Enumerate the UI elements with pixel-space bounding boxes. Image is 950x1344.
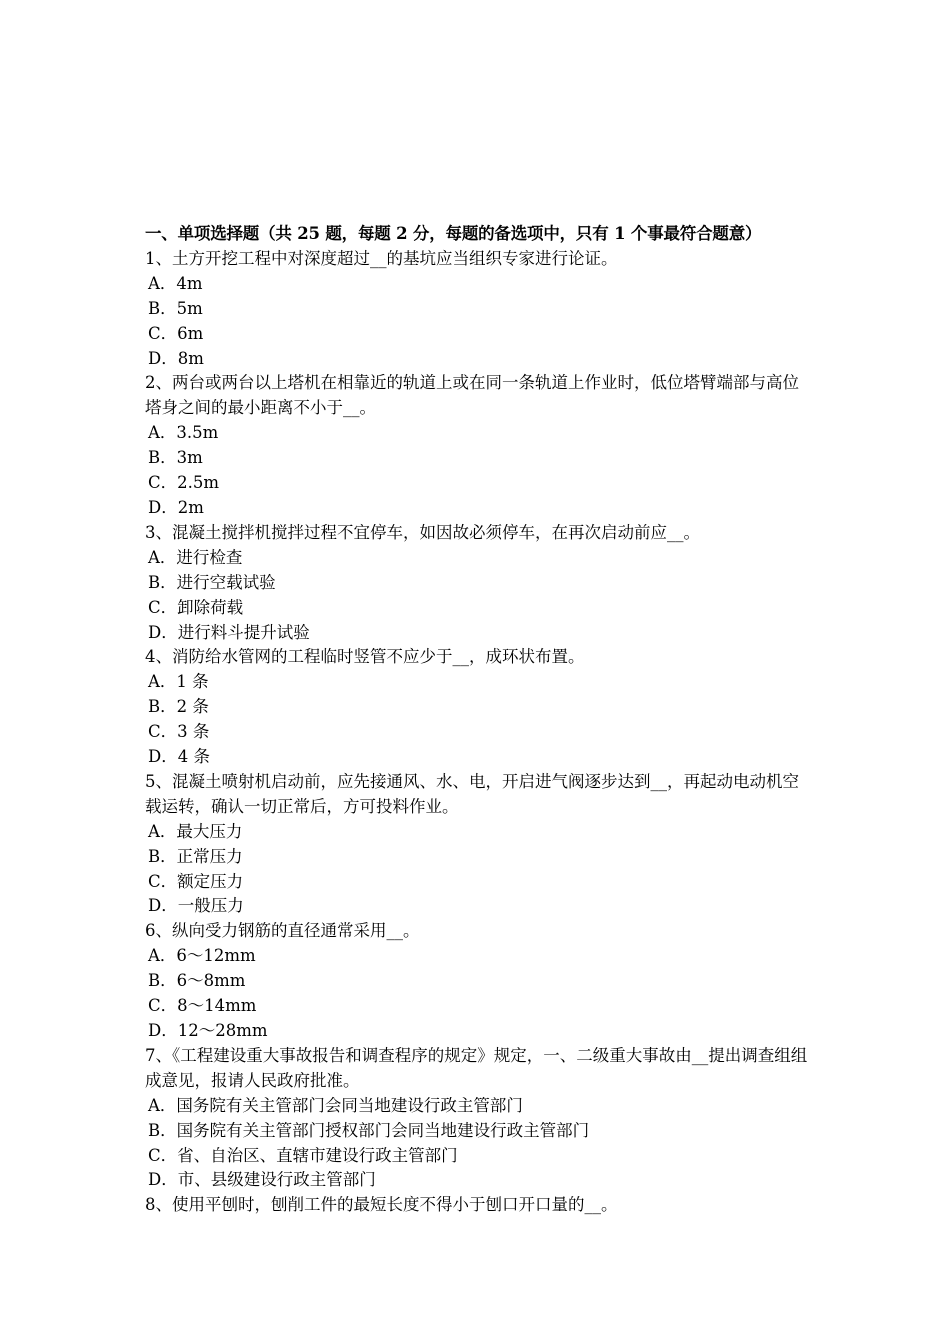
answer-option: B．3m: [148, 448, 203, 468]
question-text: 1、土方开挖工程中对深度超过__的基坑应当组织专家进行论证。: [145, 248, 618, 268]
answer-option: B．6～8mm: [148, 971, 246, 991]
answer-option: A．进行检查: [148, 547, 243, 567]
answer-option: D．12～28mm: [148, 1021, 268, 1040]
answer-option: A．1 条: [148, 672, 209, 692]
answer-option: D．4 条: [148, 747, 210, 767]
answer-option: C．3 条: [148, 722, 210, 742]
question-item: [145, 1044, 813, 1193]
question-item: [145, 919, 813, 1044]
question-item: [145, 371, 813, 520]
answer-option: B．进行空载试验: [148, 572, 276, 592]
question-item: [145, 645, 813, 770]
answer-option: B．国务院有关主管部门授权部门会同当地建设行政主管部门: [148, 1120, 590, 1140]
question-text: 2、两台或两台以上塔机在相靠近的轨道上或在同一条轨道上作业时，低位塔臂端部与高位塔身之间的最小距离不小于__。: [145, 373, 799, 418]
answer-option: A．国务院有关主管部门会同当地建设行政主管部门: [148, 1095, 523, 1115]
answer-option: A．6～12mm: [148, 946, 256, 966]
answer-option: C．卸除荷载: [148, 597, 244, 617]
question-item: [145, 770, 813, 919]
answer-option: C．8～14mm: [148, 996, 257, 1016]
question-item: [145, 521, 813, 646]
answer-option: A．最大压力: [148, 821, 243, 841]
answer-option: B．正常压力: [148, 846, 243, 866]
answer-option: D．8m: [148, 348, 204, 368]
answer-option: A．4m: [148, 273, 203, 293]
answer-option: D．一般压力: [148, 896, 244, 916]
answer-option: A．3.5m: [148, 423, 219, 443]
question-text: 4、消防给水管网的工程临时竖管不应少于__，成环状布置。: [145, 647, 585, 667]
answer-option: B．2 条: [148, 697, 209, 717]
question-text: 8、使用平刨时，刨削工件的最短长度不得小于刨口开口量的__。: [145, 1195, 618, 1215]
answer-option: D．市、县级建设行政主管部门: [148, 1170, 376, 1190]
question-text: 5、混凝土喷射机启动前，应先接通风、水、电，开启进气阀逐步达到__，再起动电动机空载运转，确认一切正常后，方可投料作业。: [145, 771, 799, 816]
question-text: 6、纵向受力钢筋的直径通常采用__。: [145, 921, 420, 941]
answer-option: C．6m: [148, 323, 204, 343]
answer-option: C．额定压力: [148, 871, 244, 891]
question-item: [145, 1193, 813, 1218]
answer-option: D．2m: [148, 497, 204, 517]
answer-option: C．省、自治区、直辖市建设行政主管部门: [148, 1145, 458, 1165]
section-title: 一、单项选择题（共 25 题，每题 2 分，每题的备选项中，只有 1 个事最符合题意）: [145, 224, 762, 243]
question-text: 7、《工程建设重大事故报告和调查程序的规定》规定，一、二级重大事故由__提出调查组组成意见，报请人民政府批准。: [145, 1045, 808, 1090]
exam-content: [145, 222, 813, 1218]
question-item: [145, 247, 813, 372]
answer-option: B．5m: [148, 298, 203, 318]
question-list: [145, 247, 813, 1218]
answer-option: D．进行料斗提升试验: [148, 622, 310, 642]
question-text: 3、混凝土搅拌机搅拌过程不宜停车，如因故必须停车，在再次启动前应__。: [145, 522, 700, 542]
answer-option: C．2.5m: [148, 473, 220, 493]
